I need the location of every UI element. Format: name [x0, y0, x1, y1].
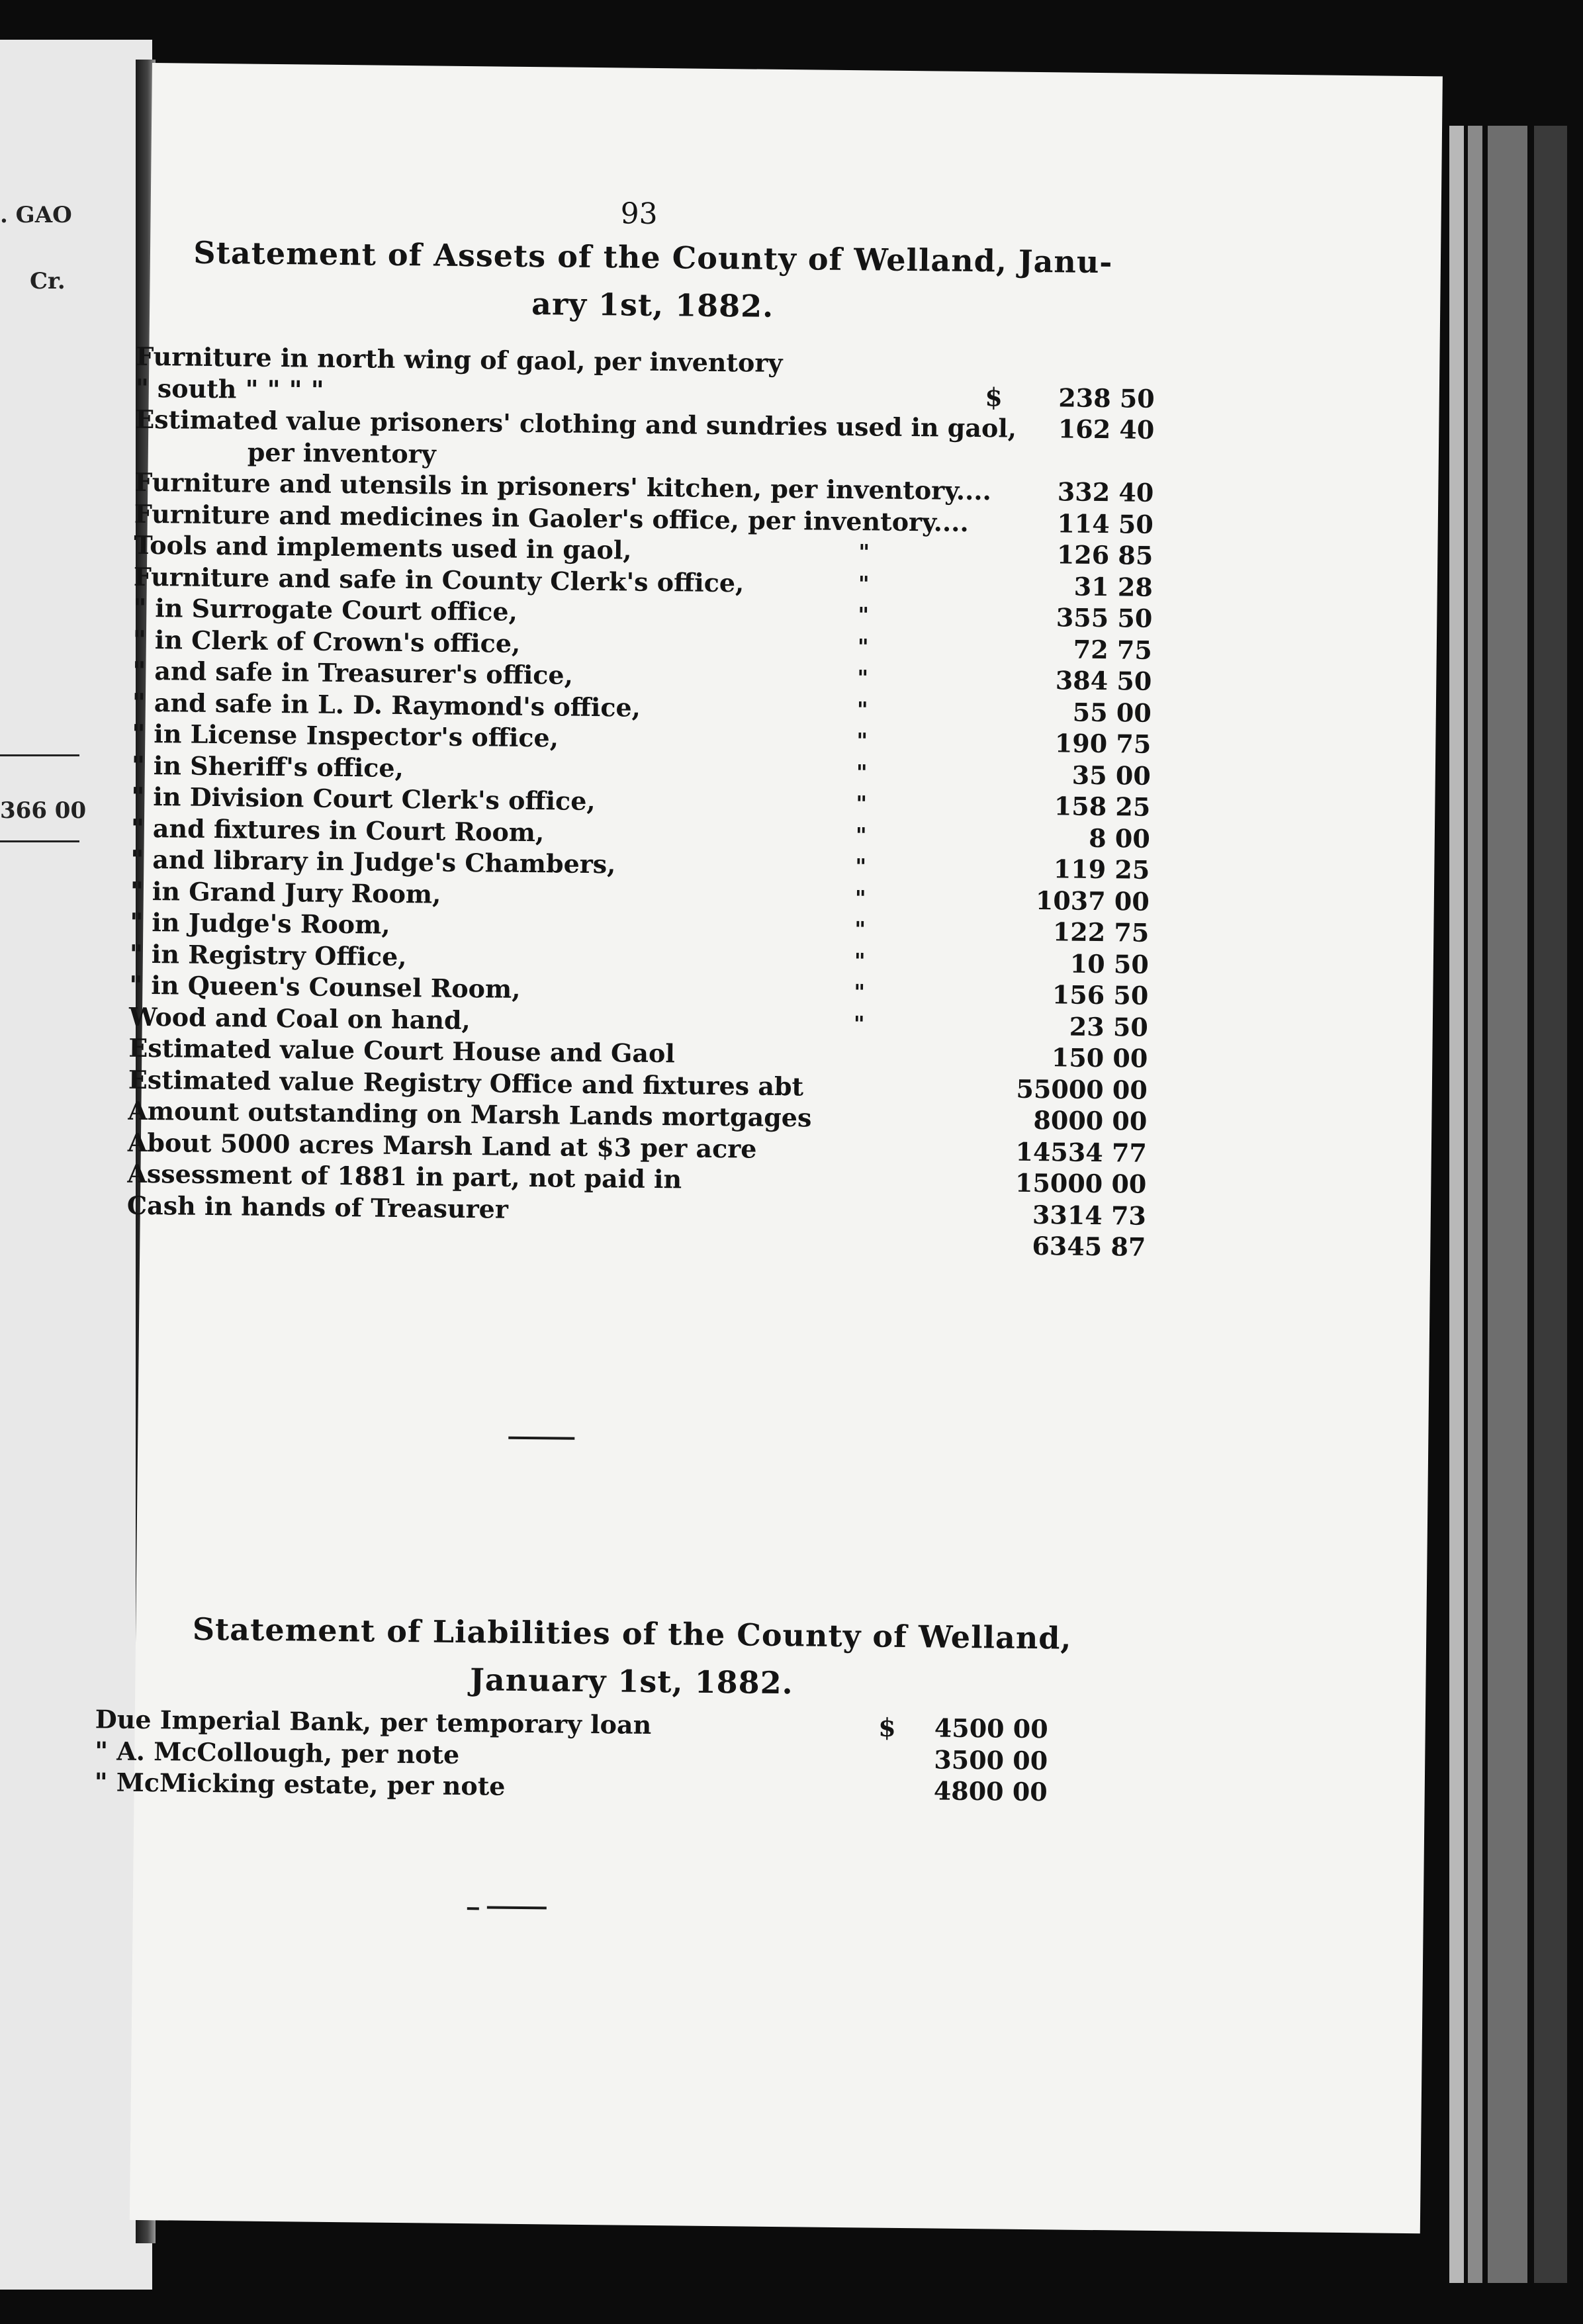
end-divider — [487, 1906, 547, 1909]
assets-row-description: " in License Inspector's office, — [132, 718, 559, 753]
liabilities-heading-line1: Statement of Liabilities of the County of Welland, — [192, 1611, 1072, 1656]
assets-row-description: Tools and implements used in gaol, — [134, 529, 632, 565]
assets-row-description: " and library in Judge's Chambers, — [130, 844, 616, 879]
assets-row-amount: 126 85 — [1056, 539, 1153, 570]
assets-row-amount: 6345 87 — [1032, 1231, 1146, 1262]
left-page-total-fragment: 366 00 — [0, 797, 87, 824]
assets-row-ditto-mark: " — [858, 570, 870, 596]
assets-row-amount — [1010, 350, 1155, 351]
page-edge — [1488, 126, 1527, 2283]
assets-row-amount: 238 50 — [1058, 382, 1155, 414]
assets-row-ditto-mark: " — [854, 948, 866, 973]
assets-row-amount: 1037 00 — [1035, 885, 1150, 916]
section-divider — [508, 1437, 574, 1440]
assets-row-amount: 119 25 — [1053, 854, 1150, 885]
document-page — [94, 63, 1443, 2233]
assets-row-description: Cash in hands of Treasurer — [126, 1190, 509, 1224]
left-page-cr-label: Cr. — [30, 268, 66, 294]
left-page-header-fragment: . GAO — [0, 202, 72, 228]
assets-row-description: " in Grand Jury Room, — [130, 875, 441, 909]
end-divider-dash — [467, 1907, 479, 1910]
liabilities-heading — [109, 1604, 1155, 1711]
assets-row-ditto-mark: " — [853, 1010, 865, 1036]
assets-row-amount: 31 28 — [1073, 571, 1153, 602]
assets-row-ditto-mark: " — [856, 696, 868, 722]
assets-row-ditto-mark: " — [854, 916, 866, 942]
assets-row-description: Furniture and utensils in prisoners' kitchen, per inventory.... — [134, 467, 992, 506]
assets-row-description: " in Queen's Counsel Room, — [129, 969, 521, 1004]
assets-row-ditto-mark: " — [856, 728, 868, 754]
assets-row-description: " in Division Court Clerk's office, — [131, 781, 596, 817]
assets-row-description: Estimated value prisoners' clothing and sundries used in gaol, — [135, 404, 1017, 443]
assets-row-amount: 332 40 — [1057, 476, 1154, 508]
liabilities-table — [95, 1703, 1048, 1808]
assets-row-ditto-mark: " — [857, 633, 869, 659]
assets-row-description: Furniture in north wing of gaol, per inventory — [136, 341, 783, 378]
assets-row-amount: 72 75 — [1073, 634, 1153, 665]
assets-row-ditto-mark: " — [858, 539, 870, 565]
assets-row-description: " south " " " " — [135, 373, 324, 405]
assets-row-description: Furniture and medicines in Gaoler's office, per inventory.... — [134, 498, 969, 537]
assets-row-description: " in Surrogate Court office, — [133, 592, 518, 627]
assets-row-amount: 35 00 — [1071, 760, 1152, 791]
assets-row-ditto-mark: " — [854, 885, 866, 911]
assets-row-ditto-mark: " — [855, 822, 867, 848]
assets-row-amount: 15000 00 — [1015, 1167, 1147, 1199]
assets-row-amount: 23 50 — [1069, 1011, 1149, 1042]
assets-row-amount: 122 75 — [1052, 916, 1150, 948]
liabilities-row-amount: 4800 00 — [933, 1775, 1048, 1807]
assets-heading — [156, 228, 1150, 334]
assets-row-dollar-sign: $ — [985, 381, 1003, 412]
assets-row-description: " in Judge's Room, — [130, 907, 390, 940]
assets-row-description: " in Clerk of Crown's office, — [132, 624, 521, 658]
assets-row-amount: 14534 77 — [1015, 1136, 1148, 1168]
assets-row-description: " in Registry Office, — [129, 938, 407, 971]
liabilities-row-description: " McMicking estate, per note — [94, 1767, 506, 1801]
liabilities-heading-line2: January 1st, 1882. — [469, 1662, 793, 1701]
liabilities-row-description: Due Imperial Bank, per temporary loan — [95, 1704, 652, 1740]
assets-heading-line2: ary 1st, 1882. — [531, 286, 774, 324]
assets-row-ditto-mark: " — [854, 979, 866, 1005]
assets-row-amount: 114 50 — [1057, 508, 1154, 539]
page-edge — [1468, 126, 1482, 2283]
left-page-rule-top — [0, 754, 79, 756]
assets-row-amount: 10 50 — [1069, 948, 1150, 979]
page-edge — [1449, 126, 1464, 2283]
assets-row-amount: 55000 00 — [1016, 1073, 1148, 1105]
assets-row-description: " and safe in L. D. Raymond's office, — [132, 687, 641, 723]
assets-table — [126, 341, 1155, 1263]
assets-row-amount: 162 40 — [1058, 414, 1155, 445]
assets-row-description: " and safe in Treasurer's office, — [132, 655, 574, 690]
assets-row-ditto-mark: " — [855, 854, 867, 879]
assets-row-description: Furniture and safe in County Clerk's office, — [133, 561, 745, 598]
assets-row-amount: 156 50 — [1052, 979, 1149, 1010]
assets-row-amount: 384 50 — [1055, 665, 1152, 696]
assets-row-description: Assessment of 1881 in part, not paid in — [127, 1158, 682, 1194]
assets-row-description: Amount outstanding on Marsh Lands mortgages — [128, 1095, 812, 1133]
liabilities-row-amount: 4500 00 — [934, 1713, 1048, 1744]
page-edge — [1534, 126, 1567, 2283]
assets-row-amount: 190 75 — [1054, 728, 1152, 759]
assets-row-amount: 8000 00 — [1033, 1105, 1148, 1136]
assets-row-description: " and fixtures in Court Room, — [130, 813, 545, 847]
liabilities-row-dollar-sign: $ — [878, 1712, 896, 1742]
liabilities-row-amount: 3500 00 — [934, 1744, 1048, 1775]
assets-row-description: Estimated value Registry Office and fixtures abt — [128, 1064, 804, 1101]
liabilities-row-description: " A. McCollough, per note — [95, 1735, 460, 1769]
assets-row-amount: 8 00 — [1089, 823, 1151, 854]
assets-row-description: About 5000 acres Marsh Land at $3 per acre — [127, 1127, 757, 1164]
page-number: 93 — [620, 197, 658, 232]
assets-row-ditto-mark: " — [857, 665, 869, 691]
left-page-rule-bottom — [0, 840, 79, 842]
assets-row-description: Wood and Coal on hand, — [128, 1001, 471, 1035]
assets-row-description: per inventory — [247, 437, 437, 469]
assets-row-ditto-mark: " — [856, 791, 868, 817]
assets-row-ditto-mark: " — [858, 602, 870, 628]
assets-row-amount: 55 00 — [1072, 697, 1152, 728]
assets-row-amount: 158 25 — [1054, 791, 1151, 822]
assets-row-amount: 150 00 — [1051, 1042, 1148, 1073]
assets-row-amount: 3314 73 — [1032, 1199, 1147, 1231]
assets-row-description: Estimated value Court House and Gaol — [128, 1032, 676, 1069]
assets-row-ditto-mark: " — [856, 759, 868, 785]
assets-row-amount: 355 50 — [1056, 602, 1153, 633]
assets-heading-line1: Statement of Assets of the County of Welland, Janu- — [193, 234, 1113, 281]
assets-row-description: " in Sheriff's office, — [131, 750, 404, 783]
